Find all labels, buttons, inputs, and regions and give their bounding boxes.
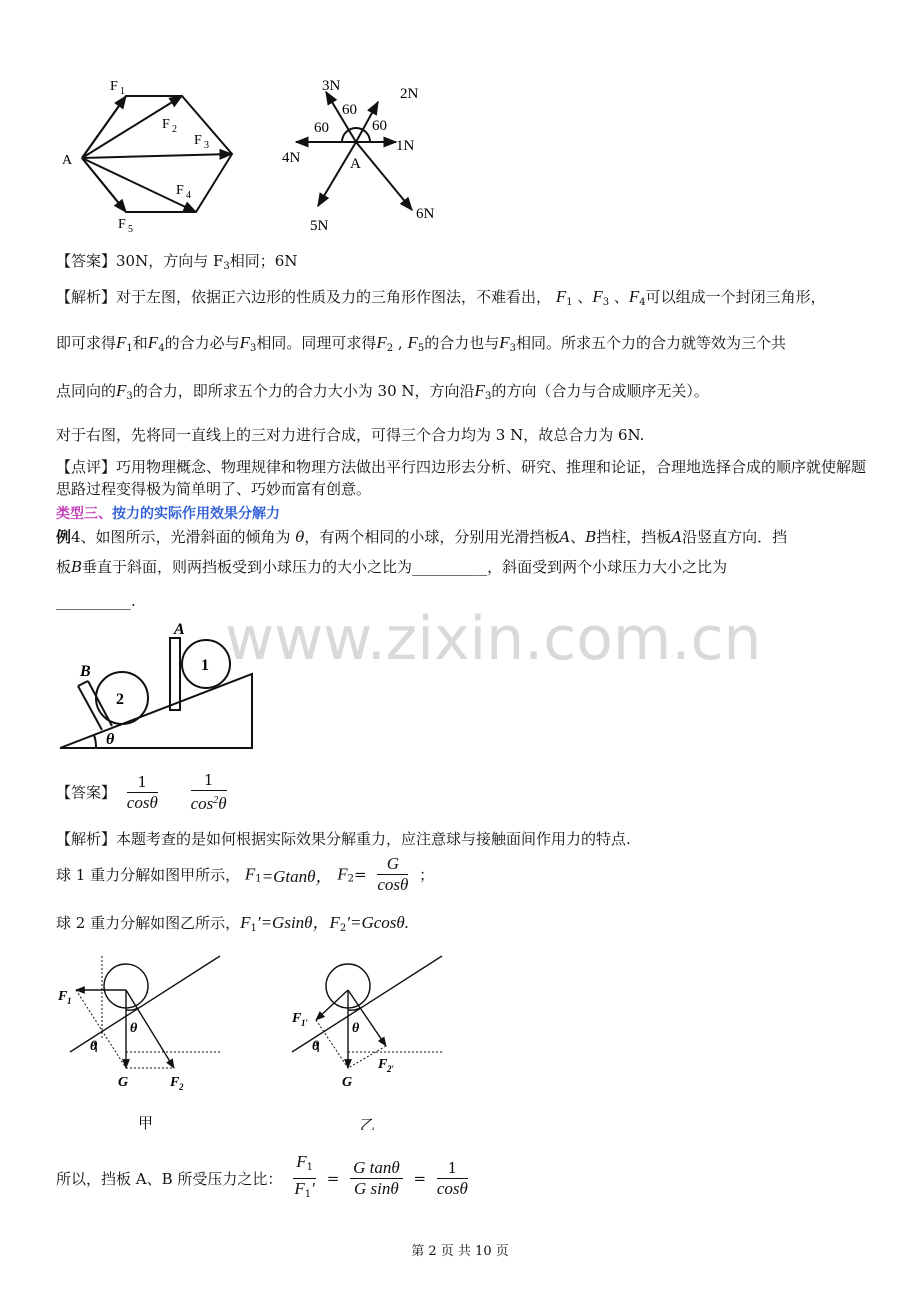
svg-text:G: G [342, 1075, 353, 1090]
svg-text:θ: θ [90, 1039, 98, 1054]
ball-1-decomposition: 球 1 重力分解如图甲所示， $F_1=Gtan\theta$， $F_2=$ $\frac{G}{\cos\theta}$ ； [56, 854, 435, 894]
svg-text:60: 60 [314, 120, 329, 136]
svg-text:θ: θ [352, 1021, 360, 1036]
svg-text:1: 1 [201, 657, 209, 674]
svg-text:3N: 3N [322, 78, 341, 94]
svg-text:θ: θ [106, 731, 115, 748]
svg-text:60: 60 [372, 118, 387, 134]
svg-text:A: A [174, 621, 185, 638]
svg-text:2: 2 [179, 1082, 184, 1092]
svg-text:乙: 乙 [360, 1118, 376, 1130]
svg-text:4: 4 [186, 190, 191, 201]
svg-text:F: F [176, 183, 184, 198]
svg-text:B: B [80, 663, 91, 680]
watermark: www.zixin.com.cn [225, 604, 762, 674]
svg-text:F: F [194, 133, 202, 148]
example-4-line1: 例4、如图所示，光滑斜面的倾角为 θ，有两个相同的小球，分别用光滑挡板A、B挡柱，挡板A沿竖直方向．挡 [56, 528, 788, 546]
svg-text:2N: 2N [400, 86, 419, 102]
svg-text:F: F [292, 1011, 302, 1026]
svg-text:F: F [170, 1075, 180, 1090]
svg-text:1′: 1′ [301, 1018, 309, 1028]
svg-text:60: 60 [342, 102, 357, 118]
example-4-line3: __________. [56, 592, 136, 610]
answer-1: 【答案】30N，方向与 $F_3$相同；6N [56, 252, 298, 272]
analysis-1-line2: 即可求得$F_1$和$F_4$的合力必与$F_3$相同。同理可求得$F_2$ , $F_5$的合力也与$F_3$相同。所求五个力的合力就等效为三个共 [56, 333, 786, 354]
analysis-1-line3: 点同向的$F_3$的合力，即所求五个力的合力大小为 30 N，方向沿$F_3$的方向（合力与合成顺序无关）。 [56, 381, 709, 402]
svg-text:G: G [118, 1075, 129, 1090]
svg-text:θ: θ [130, 1021, 138, 1036]
section-heading-3: 类型三、按力的实际作用效果分解力 [56, 506, 280, 522]
example-4-line2: 板B垂直于斜面，则两挡板受到小球压力的大小之比为__________，斜面受到两个小球压力大小之比为 [56, 558, 728, 576]
figure-gravity-decomposition [56, 950, 476, 1130]
svg-text:2′: 2′ [387, 1064, 395, 1074]
svg-text:F: F [110, 79, 118, 94]
analysis-2: 【解析】本题考查的是如何根据实际效果分解重力，应注意球与接触面间作用力的特点. [56, 830, 631, 848]
ball-2-decomposition: 球 2 重力分解如图乙所示，$F_1'=Gsin\theta$，$F_2'=Gcos\theta$. [56, 913, 410, 934]
figure-force-diagrams [56, 72, 476, 242]
analysis-1-line4: 对于右图，先将同一直线上的三对力进行合成，可得三个合力均为 3 N，故总合力为 6N. [56, 426, 645, 444]
svg-text:F: F [118, 217, 126, 232]
svg-text:5: 5 [128, 224, 133, 235]
conclusion-ratio: 所以，挡板 A、B 所受压力之比： $\frac{F_1}{F_1'}$ = $\frac{\text{G tanθ}}{\text{G sinθ}}$ = $\frac{1}{\cos\theta}$ [56, 1152, 468, 1200]
page-footer: 第 2 页 共 10 页 [411, 1244, 509, 1259]
analysis-1-line1: 【解析】对于左图，依据正六边形的性质及力的三角形作图法，不难看出， $F_1$ 、$F_3$ 、$F_4$可以组成一个封闭三角形， [56, 287, 826, 308]
svg-text:A: A [350, 156, 361, 172]
svg-text:5N: 5N [310, 218, 329, 234]
answer-2: 【答案】 $\frac{1}{\cos\theta}$ $\frac{1}{\cos^2\theta}$ [56, 771, 227, 813]
svg-text:6N: 6N [416, 206, 435, 222]
svg-text:2: 2 [116, 691, 124, 708]
svg-text:1N: 1N [396, 138, 415, 154]
svg-text:1: 1 [120, 86, 125, 97]
comment-1: 【点评】巧用物理概念、物理规律和物理方法做出平行四边形去分析、研究、推理和论证，合理地选择合成的顺序就使解题思路过程变得极为简单明了、巧妙而富有创意。 [56, 458, 867, 498]
svg-text:F: F [58, 989, 68, 1004]
svg-text:F: F [378, 1057, 388, 1072]
svg-text:A: A [62, 153, 73, 168]
svg-text:4N: 4N [282, 150, 301, 166]
svg-text:甲: 甲 [138, 1116, 154, 1130]
svg-text:1: 1 [67, 996, 72, 1006]
svg-text:θ: θ [312, 1039, 320, 1054]
svg-text:2: 2 [172, 124, 177, 135]
svg-text:3: 3 [204, 140, 209, 151]
svg-text:F: F [162, 117, 170, 132]
